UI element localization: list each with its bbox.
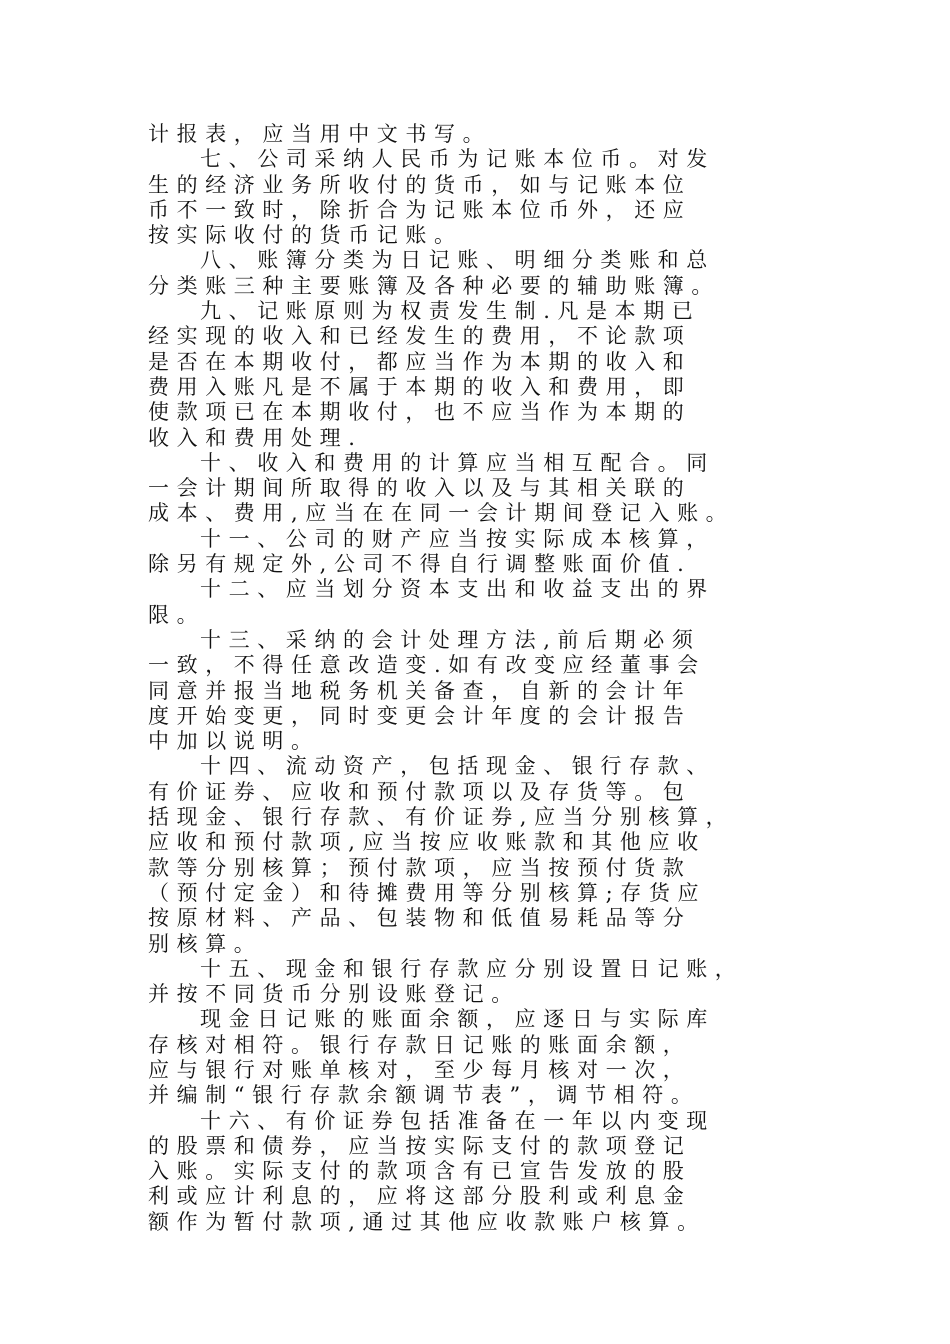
- text-line: 币不一致时，除折合为记账本位币外，还应: [148, 197, 692, 222]
- text-line: 存核对相符。银行存款日记账的账面余额，: [148, 1032, 692, 1057]
- text-line: 度开始变更，同时变更会计年度的会计报告: [148, 703, 692, 728]
- text-line: 应收和预付款项,应当按应收账款和其他应收: [148, 830, 706, 855]
- text-line: 利或应计利息的，应将这部分股利或利息金: [148, 1184, 692, 1209]
- text-line: 十六、有价证券包括准备在一年以内变现: [200, 1108, 715, 1133]
- text-line: 七、公司采纳人民币为记账本位币。对发: [200, 147, 715, 172]
- text-line: 额作为暂付款项,通过其他应收款账户核算。: [148, 1209, 706, 1234]
- text-line: 括现金、银行存款、有价证券,应当分别核算，: [148, 805, 735, 830]
- text-line: 别核算。: [148, 931, 263, 956]
- text-line: 计报表，应当用中文书写。: [148, 122, 492, 146]
- text-line: （预付定金）和待摊费用等分别核算;存货应: [148, 880, 707, 905]
- text-line: 按原材料、产品、包装物和低值易耗品等分: [148, 906, 692, 931]
- text-line: 并编制“银行存款余额调节表”，调节相符。: [148, 1083, 700, 1108]
- text-line: 入账。实际支付的款项含有已宣告发放的股: [148, 1159, 692, 1184]
- text-line: 八、账簿分类为日记账、明细分类账和总: [200, 248, 715, 273]
- text-line: 费用入账凡是不属于本期的收入和费用，即: [148, 374, 692, 399]
- text-line: 应与银行对账单核对，至少每月核对一次，: [148, 1057, 692, 1082]
- text-line: 十三、采纳的会计处理方法,前后期必须: [200, 627, 701, 652]
- text-line: 的股票和债券，应当按实际支付的款项登记: [148, 1133, 692, 1158]
- text-line: 现金日记账的账面余额，应逐日与实际库: [200, 1007, 715, 1032]
- text-line: 十五、现金和银行存款应分别设置日记账，: [200, 956, 744, 981]
- text-line: 按实际收付的货币记账。: [148, 223, 463, 248]
- text-line: 十一、公司的财产应当按实际成本核算，: [200, 526, 715, 551]
- text-line: 除另有规定外,公司不得自行调整账面价值.: [148, 552, 692, 577]
- text-line: 分类账三种主要账簿及各种必要的辅助账簿。: [148, 273, 720, 298]
- text-line: 款等分别核算；预付款项，应当按预付货款: [148, 855, 692, 880]
- text-line: 限。: [148, 602, 206, 627]
- text-line: 使款项已在本期收付，也不应当作为本期的: [148, 400, 692, 425]
- text-line: 十四、流动资产，包括现金、银行存款、: [200, 754, 715, 779]
- text-line: 同意并报当地税务机关备查，自新的会计年: [148, 678, 692, 703]
- text-line: 十二、应当划分资本支出和收益支出的界: [200, 577, 715, 602]
- text-line: 十、收入和费用的计算应当相互配合。同: [200, 450, 715, 475]
- text-line: 生的经济业务所收付的货币，如与记账本位: [148, 172, 692, 197]
- text-line: 有价证券、应收和预付款项以及存货等。包: [148, 779, 692, 804]
- text-line: 一致，不得任意改造变.如有改变应经董事会: [148, 653, 706, 678]
- document-body: [148, 122, 848, 1235]
- text-line: 成本、费用,应当在在同一会计期间登记入账。: [148, 501, 735, 526]
- text-line: 九、记账原则为权责发生制.凡是本期已: [200, 299, 701, 324]
- text-line: 一会计期间所取得的收入以及与其相关联的: [148, 476, 692, 501]
- text-line: 并按不同货币分别设账登记。: [148, 982, 520, 1007]
- text-line: 是否在本期收付，都应当作为本期的收入和: [148, 349, 692, 374]
- text-line: 中加以说明。: [148, 729, 320, 754]
- text-line: 经实现的收入和已经发生的费用，不论款项: [148, 324, 692, 349]
- text-line: 收入和费用处理.: [148, 425, 363, 450]
